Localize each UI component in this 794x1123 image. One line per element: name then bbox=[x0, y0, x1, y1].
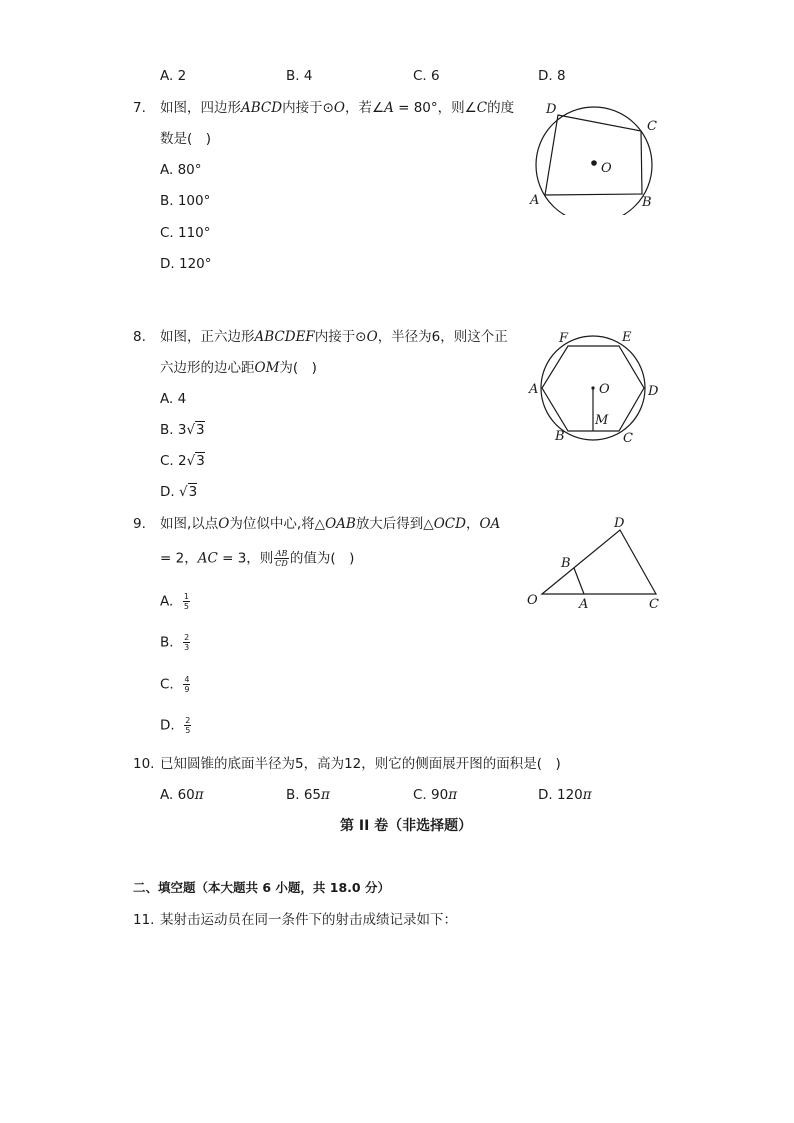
q10-option-a: A. 60π bbox=[160, 787, 204, 803]
q10-option-d: D. 120π bbox=[538, 787, 592, 803]
q6-option-b: B. 4 bbox=[286, 68, 313, 84]
q11-number: 11. bbox=[133, 912, 155, 928]
q9-label-c: C bbox=[649, 597, 659, 612]
q9-segment-ab bbox=[574, 568, 584, 594]
q7-option-a: A. 80° bbox=[160, 162, 202, 178]
q9-label-o: O bbox=[527, 593, 538, 608]
q6-option-a: A. 2 bbox=[160, 68, 187, 84]
q10-number: 10. bbox=[133, 756, 155, 772]
q7-label-a: A bbox=[530, 193, 540, 208]
q7-stem-line1: 如图，四边形ABCD内接于⊙O，若∠A = 80°，则∠C的度 bbox=[160, 100, 515, 116]
q6-option-d: D. 8 bbox=[538, 68, 566, 84]
q9-stem-line2: = 2，AC = 3，则 $\frac{AB}{CD}$ 的值为( ) bbox=[160, 549, 355, 568]
q8-label-a: A bbox=[529, 382, 539, 397]
q11-stem: 某射击运动员在同一条件下的射击成绩记录如下： bbox=[160, 912, 457, 928]
q8-number: 8. bbox=[133, 329, 146, 345]
q9-option-c: C. $\frac{4}{9}$ bbox=[160, 675, 190, 694]
q8-label-m: M bbox=[595, 413, 609, 428]
q7-option-b: B. 100° bbox=[160, 193, 211, 209]
q8-option-d: D. √3 bbox=[160, 484, 198, 500]
q9-number: 9. bbox=[133, 516, 146, 532]
q7-quadrilateral bbox=[545, 115, 642, 195]
q7-label-b: B bbox=[642, 195, 652, 210]
q8-label-e: E bbox=[622, 330, 632, 345]
q7-label-c: C bbox=[647, 119, 657, 134]
q7-label-d: D bbox=[546, 102, 557, 117]
q7-option-d: D. 120° bbox=[160, 256, 212, 272]
q8-stem-line1: 如图，正六边形ABCDEF内接于⊙O，半径为6，则这个正 bbox=[160, 329, 508, 345]
q9-label-a: A bbox=[579, 597, 589, 612]
q7-option-c: C. 110° bbox=[160, 225, 211, 241]
q10-stem: 已知圆锥的底面半径为5，高为12，则它的侧面展开图的面积是( ) bbox=[160, 756, 561, 772]
q9-option-a: A. $\frac{1}{5}$ bbox=[160, 592, 189, 611]
q10-option-b: B. 65π bbox=[286, 787, 330, 803]
part-2-heading: 二、填空题（本大题共 6 小题，共 18.0 分） bbox=[133, 880, 390, 895]
q9-label-b: B bbox=[561, 556, 571, 571]
section-ii-title: 第 II 卷（非选择题） bbox=[340, 818, 473, 834]
q8-option-a: A. 4 bbox=[160, 391, 187, 407]
q9-option-b: B. $\frac{2}{3}$ bbox=[160, 633, 190, 652]
q8-center-dot bbox=[591, 386, 594, 389]
q7-number: 7. bbox=[133, 100, 146, 116]
q7-figure-cyclic-quadrilateral bbox=[520, 95, 670, 215]
q9-figure-homothety-triangles bbox=[522, 512, 670, 614]
q9-label-d: D bbox=[614, 516, 625, 531]
q8-label-c: C bbox=[623, 431, 633, 446]
q9-triangle-ocd bbox=[542, 530, 656, 594]
q8-option-c: C. 2√3 bbox=[160, 453, 205, 469]
q10-option-c: C. 90π bbox=[413, 787, 458, 803]
q9-stem-line1: 如图,以点O为位似中心,将△OAB放大后得到△OCD，OA bbox=[160, 516, 501, 532]
q6-option-c: C. 6 bbox=[413, 68, 440, 84]
q9-option-d: D. $\frac{2}{5}$ bbox=[160, 716, 191, 735]
q7-label-o: O bbox=[601, 161, 612, 176]
q8-stem-line2: 六边形的边心距OM为( ) bbox=[160, 360, 317, 376]
q8-label-o: O bbox=[599, 382, 610, 397]
q8-label-f: F bbox=[559, 331, 569, 346]
q8-option-b: B. 3√3 bbox=[160, 422, 205, 438]
q7-stem-line2: 数是( ) bbox=[160, 131, 212, 147]
q8-figure-regular-hexagon bbox=[522, 325, 667, 450]
q7-center-dot bbox=[591, 160, 597, 166]
q8-label-b: B bbox=[555, 429, 565, 444]
q8-label-d: D bbox=[648, 384, 659, 399]
